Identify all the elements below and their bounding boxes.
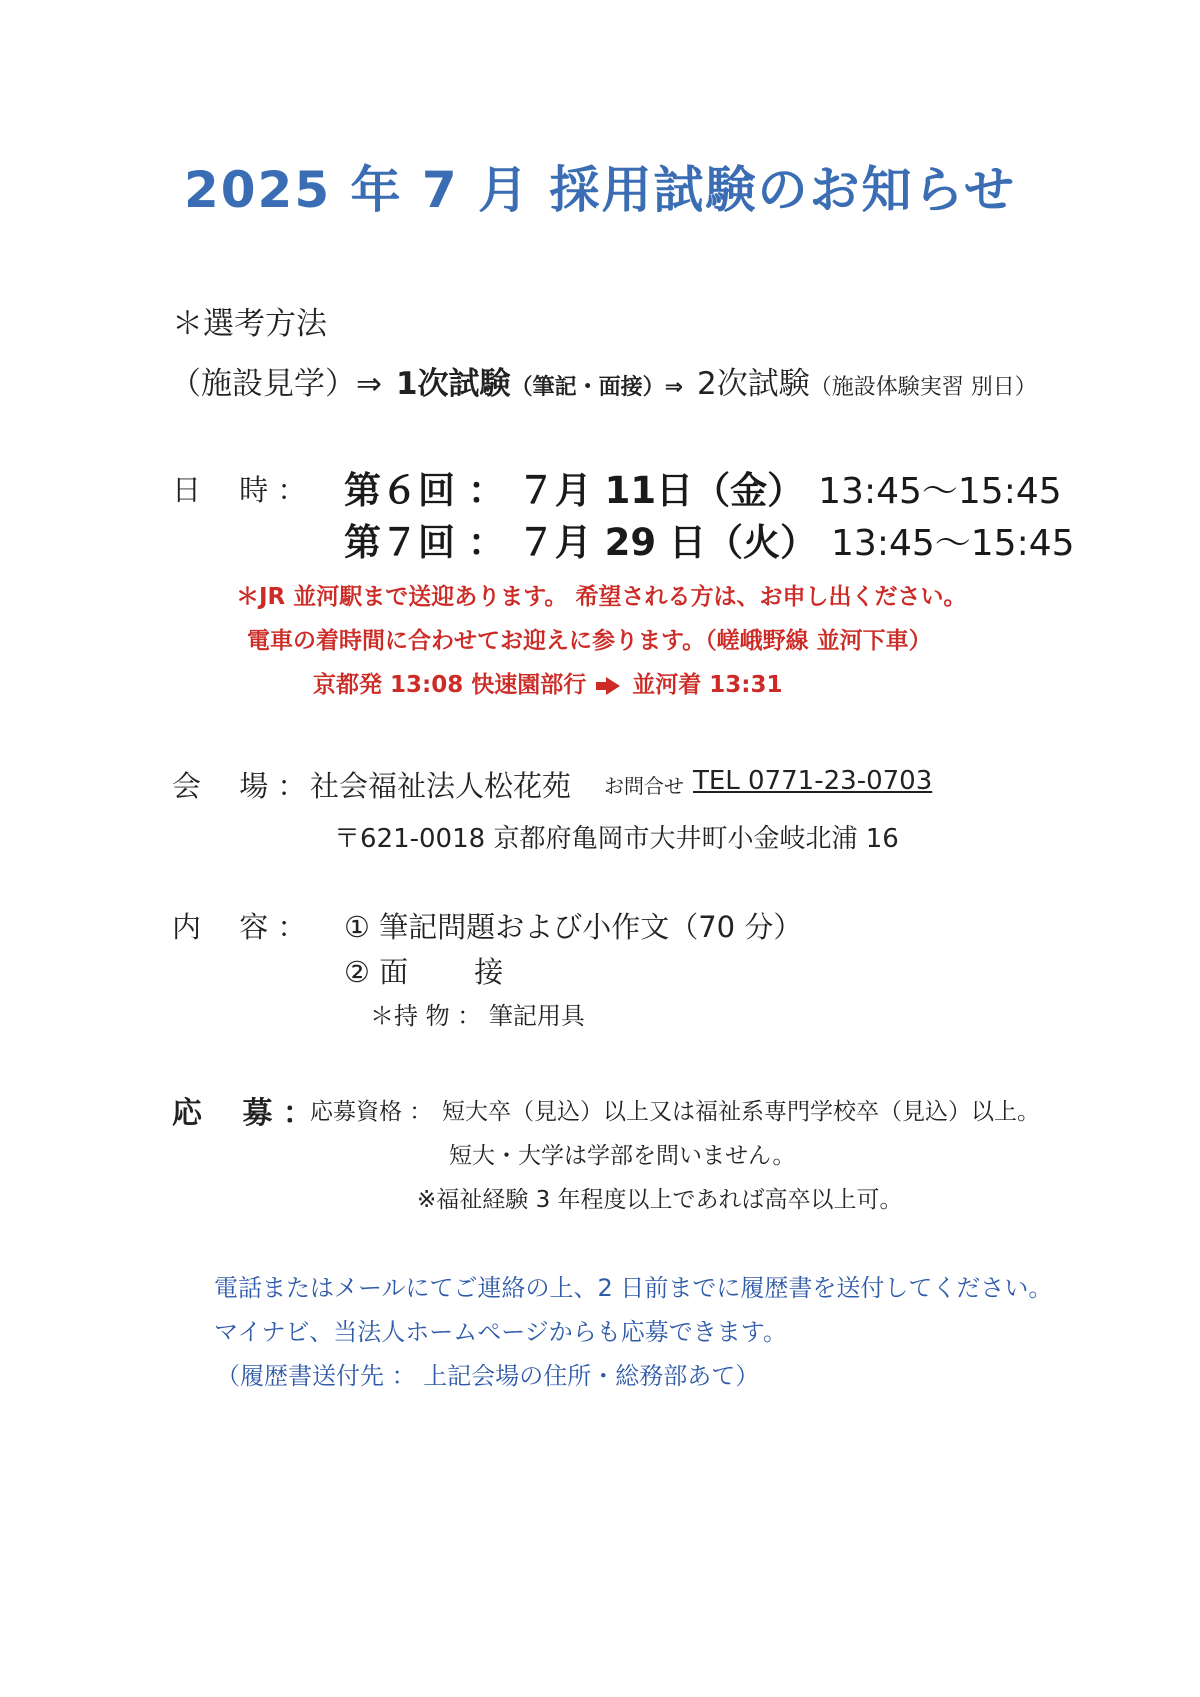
flow-step-first-exam-detail: （筆記・面接）⇒: [510, 375, 683, 400]
flow-step-second-exam-detail: （施設体験実習 別日）: [809, 375, 1037, 400]
session-7-date: 第７回 ： ７月 29 日（火）: [344, 521, 818, 564]
session-7-time: 13:45～15:45: [831, 523, 1075, 564]
pickup-notice: ＊JR 並河駅まで送迎あります。 希望される方は、お申し出ください。: [236, 584, 967, 610]
flow-step-tour: （施設見学）⇒: [170, 366, 382, 402]
content-item-interview-rest: 接: [474, 955, 504, 989]
content-label: 内 容 ：: [172, 910, 307, 944]
contact-phone[interactable]: TEL 0771-23-0703: [693, 766, 933, 796]
schedule-label: 日 時 ：: [172, 473, 307, 507]
session-6: [344, 460, 1062, 514]
qualification-value: 短大卒（見込）以上又は福祉系専門学校卒（見込）以上。: [442, 1099, 1040, 1125]
arrow-right-icon: [606, 677, 620, 695]
session-7: [344, 512, 1075, 566]
content-item-written-exam: ① 筆記問題および小作文（70 分）: [344, 910, 803, 944]
train-arrival: 並河着 13:31: [632, 672, 783, 698]
venue-address: 〒621-0018 京都府亀岡市大井町小金岐北浦 16: [334, 824, 899, 854]
session-6-date: 第６回 ： ７月 11日（金）: [344, 469, 805, 512]
closing-line-resume: 電話またはメールにてご連絡の上、2 日前までに履歴書を送付してください。: [214, 1274, 1053, 1302]
train-info: [313, 666, 782, 699]
flow-step-second-exam: 2次試験: [697, 366, 810, 402]
contact-label: お問合せ: [604, 774, 684, 798]
content-item-interview: [344, 950, 503, 991]
venue-name: 社会福祉法人松花苑: [310, 769, 572, 803]
qualification-note-experience: ※福祉経験 3 年程度以上であれば高卒以上可。: [417, 1187, 903, 1213]
qualification-note-faculty: 短大・大学は学部を問いません。: [449, 1143, 796, 1169]
closing-line-address: （履歴書送付先 ： 上記会場の住所・総務部あて）: [216, 1362, 760, 1390]
content-item-interview-num: ② 面: [344, 955, 409, 989]
selection-method-heading: ＊選考方法: [172, 306, 327, 342]
selection-flow: [170, 358, 1037, 403]
pickup-timing-notice: 電車の着時間に合わせてお迎えに参ります。（嵯峨野線 並河下車）: [247, 628, 932, 654]
train-departure: 京都発 13:08 快速園部行: [313, 672, 587, 698]
belongings-note: ＊持 物 ： 筆記用具: [370, 1002, 585, 1030]
flow-step-first-exam: 1次試験: [395, 366, 511, 402]
closing-line-online: マイナビ、当法人ホームページからも応募できます。: [214, 1318, 787, 1346]
venue-label: 会 場 ：: [172, 769, 307, 803]
qualification-label: 応募資格 ：: [310, 1099, 433, 1125]
application-label: 応 募 ：: [172, 1096, 313, 1131]
session-6-time: 13:45～15:45: [818, 471, 1062, 512]
page-title: 2025 年 7 月 採用試験のお知らせ: [183, 161, 1017, 219]
